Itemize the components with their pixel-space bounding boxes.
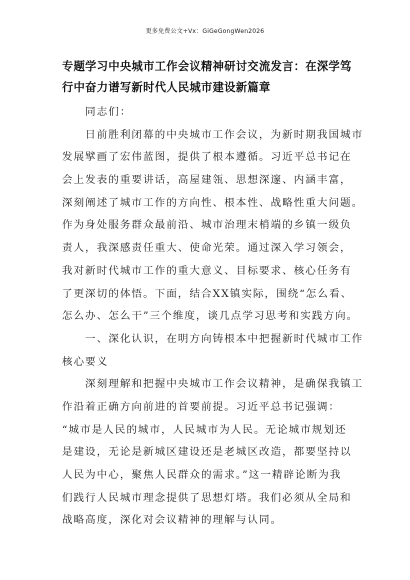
header-note: 更多免费公文+Vx：GiGeGongWen2026 [145, 28, 265, 35]
body-line: 我对新时代城市工作的重大意义、目标要求、核心任务有 [62, 264, 352, 277]
body-line: 日前胜利闭幕的中央城市工作会议，为新时期我国城市 [62, 128, 364, 141]
body-line: 作为身处服务群众最前沿、城市治理末梢端的乡镇一级负 [62, 219, 352, 232]
document-title [62, 56, 358, 98]
body-line: 是建设，无论是新城区建设还是老城区改造，都要坚持以 [62, 446, 352, 459]
body-line: “城市是人民的城市，人民城市为人民。无论城市规划还 [62, 423, 347, 436]
body-line: 了更深切的体悟。下面，结合XX镇实际，围绕“怎么看、 [62, 287, 353, 300]
body-line: 责人，我深感责任重大、使命光荣。通过深入学习领会， [62, 242, 352, 255]
body-line: 作沿着正确方向前进的首要前提。习近平总书记强调： [62, 400, 341, 413]
body-line: 战略高度，深化对会议精神的理解与认同。 [62, 514, 283, 527]
body-line: 发展擘画了宏伟蓝图，提供了根本遵循。习近平总书记在 [62, 151, 352, 164]
body-line: 人民为中心，聚焦人民群众的需求。”这一精辟论断为我 [62, 469, 342, 481]
section-heading-line: 核心要义 [62, 355, 109, 368]
document-body [62, 101, 364, 532]
body-line: 会上发表的重要讲话，高屋建瓴、思想深邃、内涵丰富， [62, 174, 352, 187]
body-line: 深刻理解和把握中央城市工作会议精神，是确保我镇工 [62, 378, 364, 391]
body-line: 深刻阐述了城市工作的方向性、根本性、战略性重大问题。 [62, 196, 364, 209]
body-line: 怎么办、怎么干”三个维度，谈几点学习思考和实践方向。 [62, 310, 359, 323]
section-heading-line: 一、深化认识，在明方向铸根本中把握新时代城市工作 [62, 332, 364, 345]
salutation: 同志们： [62, 106, 132, 118]
title-line: 行中奋力谱写新时代人民城市建设新篇章 [62, 81, 271, 94]
body-line: 们践行人民城市理念提供了思想灯塔。我们必须从全局和 [62, 491, 352, 504]
title-line: 专题学习中央城市工作会议精神研讨交流发言：在深学笃 [62, 60, 352, 73]
